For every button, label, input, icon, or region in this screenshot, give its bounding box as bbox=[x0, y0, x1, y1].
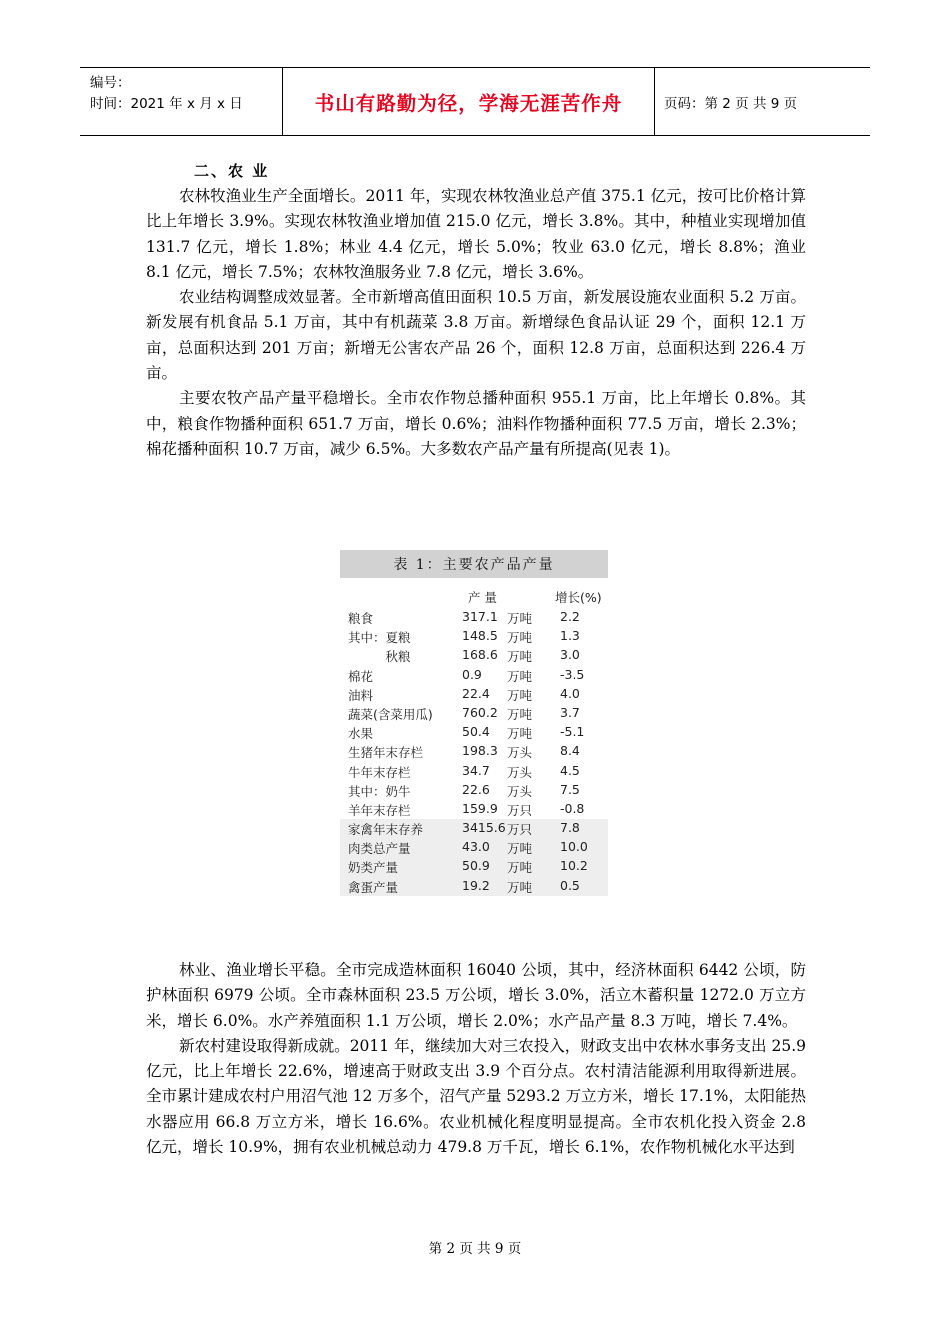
unit: 万吨 bbox=[507, 611, 533, 626]
page-header bbox=[80, 67, 870, 136]
growth-value: 7.5 bbox=[560, 781, 580, 797]
item-name: 秋粮 bbox=[348, 649, 411, 665]
growth-value: 8.4 bbox=[560, 743, 580, 759]
growth-value: 3.7 bbox=[560, 704, 580, 720]
header-motto: 书山有路勤为径，学海无涯苦作舟 bbox=[283, 68, 655, 135]
table-header bbox=[340, 584, 608, 608]
header-output: 产 量 bbox=[468, 590, 497, 605]
unit: 万头 bbox=[507, 783, 533, 799]
output-value: 148.5 bbox=[462, 628, 498, 644]
number-label: 编号： bbox=[90, 75, 131, 91]
item-name: 禽蛋产量 bbox=[348, 879, 399, 895]
growth-value: 10.0 bbox=[560, 839, 588, 855]
item-name: 粮食 bbox=[348, 611, 374, 626]
growth-value: 10.2 bbox=[560, 858, 588, 874]
table-row bbox=[340, 723, 608, 742]
growth-value: 2.2 bbox=[560, 609, 580, 624]
unit: 万吨 bbox=[507, 687, 533, 703]
table-row bbox=[340, 838, 608, 857]
growth-value: -3.5 bbox=[560, 666, 585, 682]
unit: 万头 bbox=[507, 745, 533, 761]
table-row bbox=[340, 685, 608, 704]
production-table bbox=[340, 550, 608, 900]
unit: 万吨 bbox=[507, 726, 533, 742]
header-growth: 增长(%) bbox=[555, 590, 602, 605]
header-meta bbox=[80, 68, 283, 135]
table-row bbox=[340, 762, 608, 781]
table-row bbox=[340, 877, 608, 896]
table-row bbox=[340, 819, 608, 838]
item-name: 水果 bbox=[348, 726, 374, 742]
growth-value: 3.0 bbox=[560, 647, 580, 663]
item-name: 羊年末存栏 bbox=[348, 802, 411, 818]
unit: 万吨 bbox=[507, 649, 533, 665]
output-value: 760.2 bbox=[462, 704, 498, 720]
growth-value: -5.1 bbox=[560, 724, 585, 740]
table-row bbox=[340, 627, 608, 646]
item-name: 奶类产量 bbox=[348, 860, 399, 876]
item-name: 油料 bbox=[348, 687, 374, 703]
unit: 万吨 bbox=[507, 668, 533, 684]
output-value: 168.6 bbox=[462, 647, 498, 663]
output-value: 22.6 bbox=[462, 781, 490, 797]
table-row bbox=[340, 800, 608, 819]
growth-value: 4.0 bbox=[560, 685, 580, 701]
paragraph: 农林牧渔业生产全面增长。2011 年，实现农林牧渔业总产值 375.1 亿元，按可比价格计算比上年增长 3.9%。实现农林牧渔业增加值 215.0 亿元，增长 3.8%。其中，种植业实现增加值 131.7 亿元，增长 1.8%；林业 4.4 亿元，增长 5.0%；牧业 63.0 亿元，增长 8.8%；渔业 8.1 亿元，增长 7.5%；农林牧渔服务业 7.8 亿元，增长 3.6%。 bbox=[146, 187, 806, 281]
date-label: 时间：2021 年 x 月 x 日 bbox=[90, 96, 243, 112]
item-name: 其中：奶牛 bbox=[348, 783, 411, 799]
table-row bbox=[340, 646, 608, 665]
output-value: 0.9 bbox=[462, 666, 482, 682]
paragraph: 农业结构调整成效显著。全市新增高值田面积 10.5 万亩，新发展设施农业面积 5.2 万亩。新发展有机食品 5.1 万亩，其中有机蔬菜 3.8 万亩。新增绿色食品认证 29 个，面积 12.1 万亩，总面积达到 201 万亩；新增无公害农产品 26 个，面积 12.8 万亩，总面积达到 226.4 万亩。 bbox=[146, 288, 806, 383]
item-name: 生猪年末存栏 bbox=[348, 745, 424, 761]
section-body-continued bbox=[146, 958, 806, 1160]
growth-value: 0.5 bbox=[560, 877, 580, 893]
header-page-info: 页码：第 2 页 共 9 页 bbox=[664, 95, 798, 112]
section-body bbox=[146, 158, 806, 462]
section-title: 二、农 业 bbox=[194, 162, 270, 180]
output-value: 3415.6 bbox=[462, 820, 506, 836]
item-name: 肉类总产量 bbox=[348, 841, 411, 857]
paragraph: 林业、渔业增长平稳。全市完成造林面积 16040 公顷，其中，经济林面积 6442 公顷，防护林面积 6979 公顷。全市森林面积 23.5 万公顷，增长 3.0%，活立木蓄积量 1272.0 万立方米，增长 6.0%。水产养殖面积 1.1 万公顷，增长 2.0%；水产品产量 8.3 万吨，增长 7.4%。 bbox=[146, 961, 806, 1030]
paragraph: 主要农牧产品产量平稳增长。全市农作物总播种面积 955.1 万亩，比上年增长 0.8%。其中，粮食作物播种面积 651.7 万亩，增长 0.6%；油料作物播种面积 77.5 万亩，增长 2.3%；棉花播种面积 10.7 万亩，减少 6.5%。大多数农产品产量有所提高(见表 1)。 bbox=[146, 389, 806, 458]
output-value: 34.7 bbox=[462, 762, 490, 778]
unit: 万只 bbox=[507, 802, 533, 818]
item-name: 蔬菜(含菜用瓜) bbox=[348, 706, 433, 722]
unit: 万只 bbox=[507, 822, 533, 838]
output-value: 159.9 bbox=[462, 800, 498, 816]
table-row bbox=[340, 781, 608, 800]
output-value: 43.0 bbox=[462, 839, 490, 855]
item-name: 棉花 bbox=[348, 668, 374, 684]
growth-value: 4.5 bbox=[560, 762, 580, 778]
item-name: 其中：夏粮 bbox=[348, 630, 411, 646]
unit: 万吨 bbox=[507, 630, 533, 646]
unit: 万吨 bbox=[507, 706, 533, 722]
table-row bbox=[340, 742, 608, 761]
unit: 万头 bbox=[507, 764, 533, 780]
output-value: 50.9 bbox=[462, 858, 490, 874]
unit: 万吨 bbox=[507, 860, 533, 876]
output-value: 50.4 bbox=[462, 724, 490, 740]
paragraph: 新农村建设取得新成就。2011 年，继续加大对三农投入，财政支出中农林水事务支出 25.9 亿元，比上年增长 22.6%，增速高于财政支出 3.9 个百分点。农村清洁能源利用取得新进展。全市累计建成农村户用沼气池 12 万多个，沼气产量 5293.2 万立方米，增长 17.1%，太阳能热水器应用 66.8 万立方米，增长 16.6%。农业机械化程度明显提高。全市农机化投入资金 2.8 亿元，增长 10.9%，拥有农业机械总动力 479.8 万千瓦，增长 6.1%，农作物机械化水平达到 bbox=[146, 1036, 806, 1157]
table-row bbox=[340, 704, 608, 723]
growth-value: 1.3 bbox=[560, 628, 580, 644]
page-footer: 第 2 页 共 9 页 bbox=[428, 1241, 522, 1257]
output-value: 19.2 bbox=[462, 877, 490, 893]
growth-value: -0.8 bbox=[560, 800, 585, 816]
growth-value: 7.8 bbox=[560, 820, 580, 836]
item-name: 牛年末存栏 bbox=[348, 764, 411, 780]
table-row bbox=[340, 666, 608, 685]
table-row bbox=[340, 608, 608, 627]
item-name: 家禽年末存养 bbox=[348, 822, 424, 838]
output-value: 317.1 bbox=[462, 609, 498, 624]
output-value: 22.4 bbox=[462, 685, 490, 701]
output-value: 198.3 bbox=[462, 743, 498, 759]
table-row bbox=[340, 857, 608, 876]
table-body bbox=[340, 608, 608, 896]
table-title: 表 1：主要农产品产量 bbox=[340, 550, 608, 578]
unit: 万吨 bbox=[507, 841, 533, 857]
unit: 万吨 bbox=[507, 879, 533, 895]
